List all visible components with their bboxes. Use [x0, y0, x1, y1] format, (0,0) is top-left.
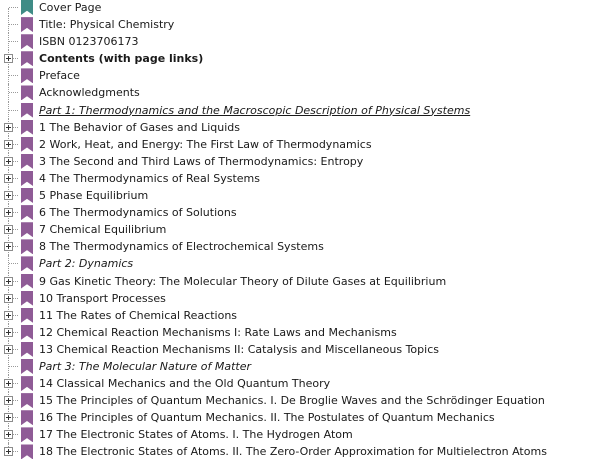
bookmark-label[interactable]: 6 The Thermodynamics of Solutions	[39, 206, 237, 220]
expand-plus-icon[interactable]	[4, 447, 13, 456]
expand-plus-icon[interactable]	[4, 174, 13, 183]
bookmark-item-part-2[interactable]	[0, 255, 600, 272]
bookmark-label[interactable]: 1 The Behavior of Gases and Liquids	[39, 120, 240, 134]
bookmark-icon	[21, 51, 33, 66]
bookmark-item-chapter-3[interactable]	[0, 153, 600, 170]
tree-connector	[9, 75, 18, 76]
bookmark-item-chapter-15[interactable]	[0, 392, 600, 409]
bookmark-icon	[21, 222, 33, 237]
bookmark-item-contents[interactable]	[0, 50, 600, 67]
bookmark-item-part-1[interactable]	[0, 102, 600, 119]
expand-plus-icon[interactable]	[4, 311, 13, 320]
bookmark-item-chapter-12[interactable]	[0, 324, 600, 341]
bookmark-icon	[21, 85, 33, 100]
bookmark-icon	[21, 120, 33, 135]
bookmark-label[interactable]: Contents (with page links)	[39, 52, 204, 66]
bookmark-label[interactable]: 10 Transport Processes	[39, 291, 166, 305]
bookmark-item-part-3[interactable]	[0, 358, 600, 375]
bookmark-icon	[21, 171, 33, 186]
bookmark-label[interactable]: Part 2: Dynamics	[39, 257, 134, 271]
bookmark-icon	[21, 376, 33, 391]
bookmark-label[interactable]: 7 Chemical Equilibrium	[39, 223, 167, 237]
bookmark-icon	[21, 444, 33, 459]
bookmark-item-cover-page[interactable]	[0, 0, 600, 16]
bookmark-label[interactable]: ISBN 0123706173	[39, 35, 139, 49]
bookmark-icon	[21, 308, 33, 323]
bookmark-label[interactable]: 12 Chemical Reaction Mechanisms I: Rate Laws and Mechanisms	[39, 325, 397, 339]
tree-connector	[9, 366, 18, 367]
tree-connector	[9, 263, 18, 264]
bookmark-icon	[21, 239, 33, 254]
bookmark-label[interactable]: 5 Phase Equilibrium	[39, 189, 149, 203]
bookmark-icon	[21, 325, 33, 340]
bookmark-item-chapter-10[interactable]	[0, 290, 600, 307]
bookmark-item-title[interactable]	[0, 16, 600, 33]
bookmark-icon	[21, 291, 33, 306]
bookmark-label[interactable]: 14 Classical Mechanics and the Old Quantum Theory	[39, 377, 331, 391]
bookmark-icon	[21, 154, 33, 169]
bookmark-icon	[21, 427, 33, 442]
bookmark-item-chapter-14[interactable]	[0, 375, 600, 392]
bookmark-icon	[21, 274, 33, 289]
bookmark-label[interactable]: 9 Gas Kinetic Theory: The Molecular Theory of Dilute Gases at Equilibrium	[39, 274, 447, 288]
bookmark-item-chapter-7[interactable]	[0, 221, 600, 238]
bookmark-icon	[21, 103, 33, 118]
expand-plus-icon[interactable]	[4, 157, 13, 166]
expand-plus-icon[interactable]	[4, 294, 13, 303]
expand-plus-icon[interactable]	[4, 277, 13, 286]
bookmark-item-chapter-9[interactable]	[0, 273, 600, 290]
bookmark-label[interactable]: 15 The Principles of Quantum Mechanics. I. De Broglie Waves and the Schrödinger Equation	[39, 394, 545, 408]
tree-connector	[9, 110, 18, 111]
expand-plus-icon[interactable]	[4, 242, 13, 251]
bookmark-item-chapter-13[interactable]	[0, 341, 600, 358]
expand-plus-icon[interactable]	[4, 379, 13, 388]
tree-connector	[9, 41, 18, 42]
bookmark-item-chapter-5[interactable]	[0, 187, 600, 204]
bookmark-label[interactable]: 17 The Electronic States of Atoms. I. The Hydrogen Atom	[39, 428, 353, 442]
expand-plus-icon[interactable]	[4, 140, 13, 149]
expand-plus-icon[interactable]	[4, 54, 13, 63]
bookmark-item-chapter-16[interactable]	[0, 409, 600, 426]
bookmark-label[interactable]: Preface	[39, 69, 80, 83]
bookmark-label[interactable]: Part 3: The Molecular Nature of Matter	[39, 359, 252, 373]
bookmark-item-preface[interactable]	[0, 67, 600, 84]
bookmark-icon	[21, 410, 33, 425]
bookmark-icon	[21, 256, 33, 271]
expand-plus-icon[interactable]	[4, 396, 13, 405]
bookmark-item-chapter-1[interactable]	[0, 119, 600, 136]
bookmark-icon	[21, 137, 33, 152]
bookmark-label[interactable]: 3 The Second and Third Laws of Thermodynamics: Entropy	[39, 154, 364, 168]
bookmark-icon	[21, 188, 33, 203]
tree-connector	[9, 92, 18, 93]
expand-plus-icon[interactable]	[4, 123, 13, 132]
bookmark-icon	[21, 342, 33, 357]
expand-plus-icon[interactable]	[4, 430, 13, 439]
bookmark-item-chapter-17[interactable]	[0, 426, 600, 443]
expand-plus-icon[interactable]	[4, 345, 13, 354]
bookmark-label[interactable]: 18 The Electronic States of Atoms. II. The Zero-Order Approximation for Multielectron Atoms	[39, 445, 547, 459]
expand-plus-icon[interactable]	[4, 328, 13, 337]
bookmark-label[interactable]: 4 The Thermodynamics of Real Systems	[39, 171, 260, 185]
expand-plus-icon[interactable]	[4, 208, 13, 217]
bookmark-label[interactable]: 16 The Principles of Quantum Mechanics. II. The Postulates of Quantum Mechanics	[39, 411, 495, 425]
bookmark-item-chapter-11[interactable]	[0, 307, 600, 324]
bookmark-icon	[21, 34, 33, 49]
bookmark-label[interactable]: Title: Physical Chemistry	[39, 18, 175, 32]
tree-connector	[9, 24, 18, 25]
tree-connector	[9, 7, 18, 8]
bookmark-label[interactable]: 2 Work, Heat, and Energy: The First Law of Thermodynamics	[39, 137, 372, 151]
bookmark-label[interactable]: 8 The Thermodynamics of Electrochemical Systems	[39, 240, 324, 254]
bookmark-item-chapter-18[interactable]	[0, 443, 600, 460]
bookmark-icon	[21, 205, 33, 220]
bookmark-label[interactable]: Cover Page	[39, 1, 102, 14]
bookmark-icon	[21, 0, 33, 15]
bookmark-item-chapter-2[interactable]	[0, 136, 600, 153]
bookmark-label[interactable]: Part 1: Thermodynamics and the Macroscopic Description of Physical Systems	[39, 103, 471, 117]
bookmark-icon	[21, 68, 33, 83]
expand-plus-icon[interactable]	[4, 225, 13, 234]
bookmark-icon	[21, 393, 33, 408]
bookmark-icon	[21, 359, 33, 374]
bookmark-item-isbn[interactable]	[0, 33, 600, 50]
expand-plus-icon[interactable]	[4, 191, 13, 200]
bookmark-item-chapter-4[interactable]	[0, 170, 600, 187]
bookmark-label[interactable]: 11 The Rates of Chemical Reactions	[39, 308, 238, 322]
bookmark-label[interactable]: Acknowledgments	[39, 86, 140, 100]
bookmark-item-chapter-6[interactable]	[0, 204, 600, 221]
expand-plus-icon[interactable]	[4, 413, 13, 422]
bookmark-label[interactable]: 13 Chemical Reaction Mechanisms II: Catalysis and Miscellaneous Topics	[39, 342, 439, 356]
tree-connector	[8, 8, 9, 16]
bookmark-icon	[21, 17, 33, 32]
bookmark-item-chapter-8[interactable]	[0, 238, 600, 255]
bookmark-item-acknowledgments[interactable]	[0, 84, 600, 101]
